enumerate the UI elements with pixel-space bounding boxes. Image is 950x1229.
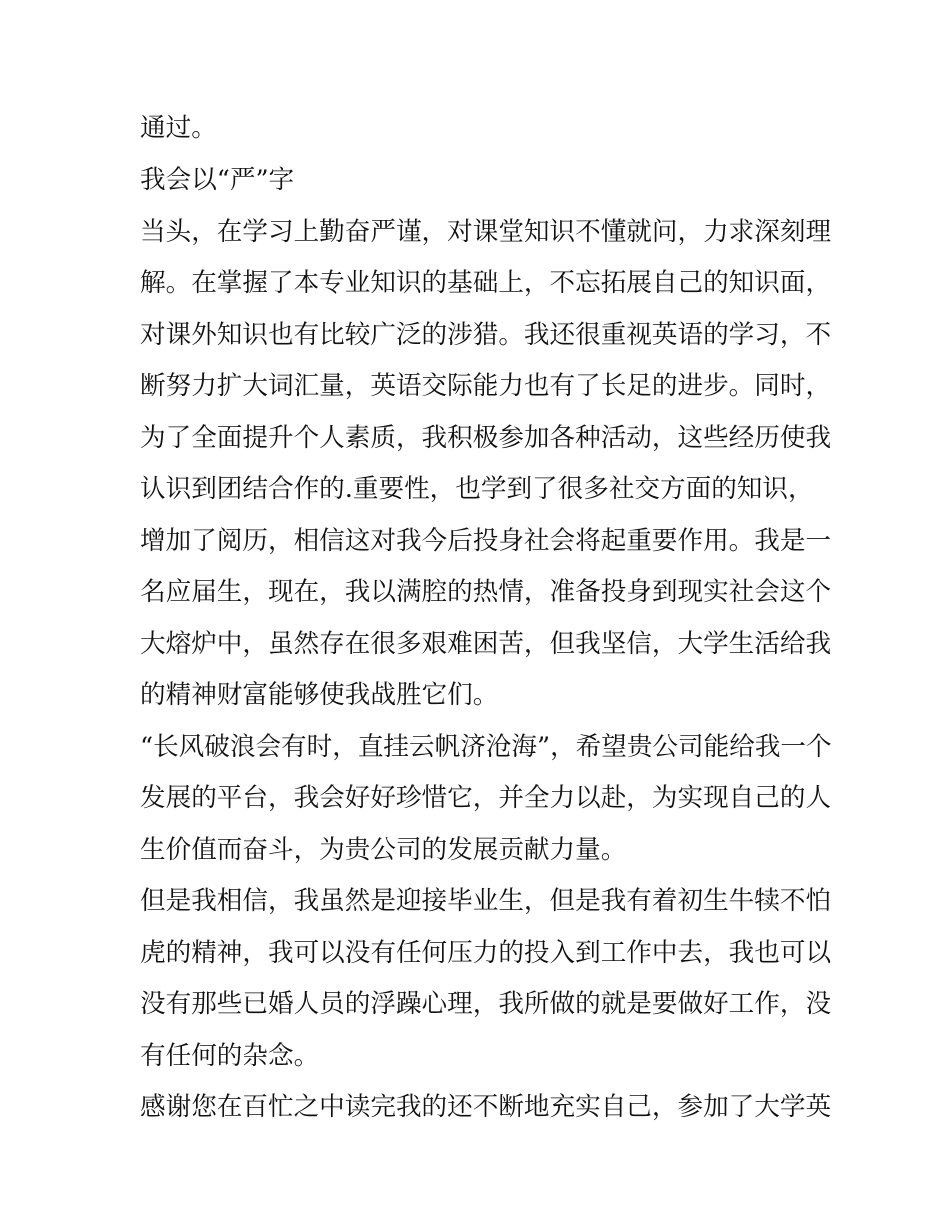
text-line: 名应届生，现在，我以满腔的热情，准备投身到现实社会这个 xyxy=(140,577,832,607)
text-line: 生价值而奋斗，为贵公司的发展贡献力量。 xyxy=(140,835,627,865)
text-line: 我会以“严”字 xyxy=(140,165,295,195)
text-line: “长风破浪会有时，直挂云帆济沧海”，希望贵公司能给我一个 xyxy=(140,732,832,762)
text-line: 断努力扩大词汇量，英语交际能力也有了长足的进步。同时， xyxy=(140,371,832,401)
text-line: 的精神财富能够使我战胜它们。 xyxy=(140,680,499,710)
text-line: 通过。 xyxy=(140,113,217,143)
text-line: 解。在掌握了本专业知识的基础上，不忘拓展自己的知识面， xyxy=(140,268,832,298)
text-line: 发展的平台，我会好好珍惜它，并全力以赴，为实现自己的人 xyxy=(140,783,832,813)
text-line: 有任何的杂念。 xyxy=(140,1041,320,1071)
text-line: 没有那些已婚人员的浮躁心理，我所做的就是要做好工作，没 xyxy=(140,989,832,1019)
text-line: 虎的精神，我可以没有任何压力的投入到工作中去，我也可以 xyxy=(140,938,832,968)
text-line: 当头，在学习上勤奋严谨，对课堂知识不懂就问，力求深刻理 xyxy=(140,217,832,247)
text-line: 对课外知识也有比较广泛的涉猎。我还很重视英语的学习，不 xyxy=(140,320,832,350)
text-line: 但是我相信，我虽然是迎接毕业生，但是我有着初生牛犊不怕 xyxy=(140,886,832,916)
text-line: 增加了阅历，相信这对我今后投身社会将起重要作用。我是一 xyxy=(140,526,832,556)
text-line: 为了全面提升个人素质，我积极参加各种活动，这些经历使我 xyxy=(140,423,832,453)
text-line: 认识到团结合作的.重要性，也学到了很多社交方面的知识， xyxy=(140,474,814,504)
text-line: 感谢您在百忙之中读完我的还不断地充实自己，参加了大学英 xyxy=(140,1092,832,1122)
text-line: 大熔炉中，虽然存在很多艰难困苦，但我坚信，大学生活给我 xyxy=(140,629,832,659)
